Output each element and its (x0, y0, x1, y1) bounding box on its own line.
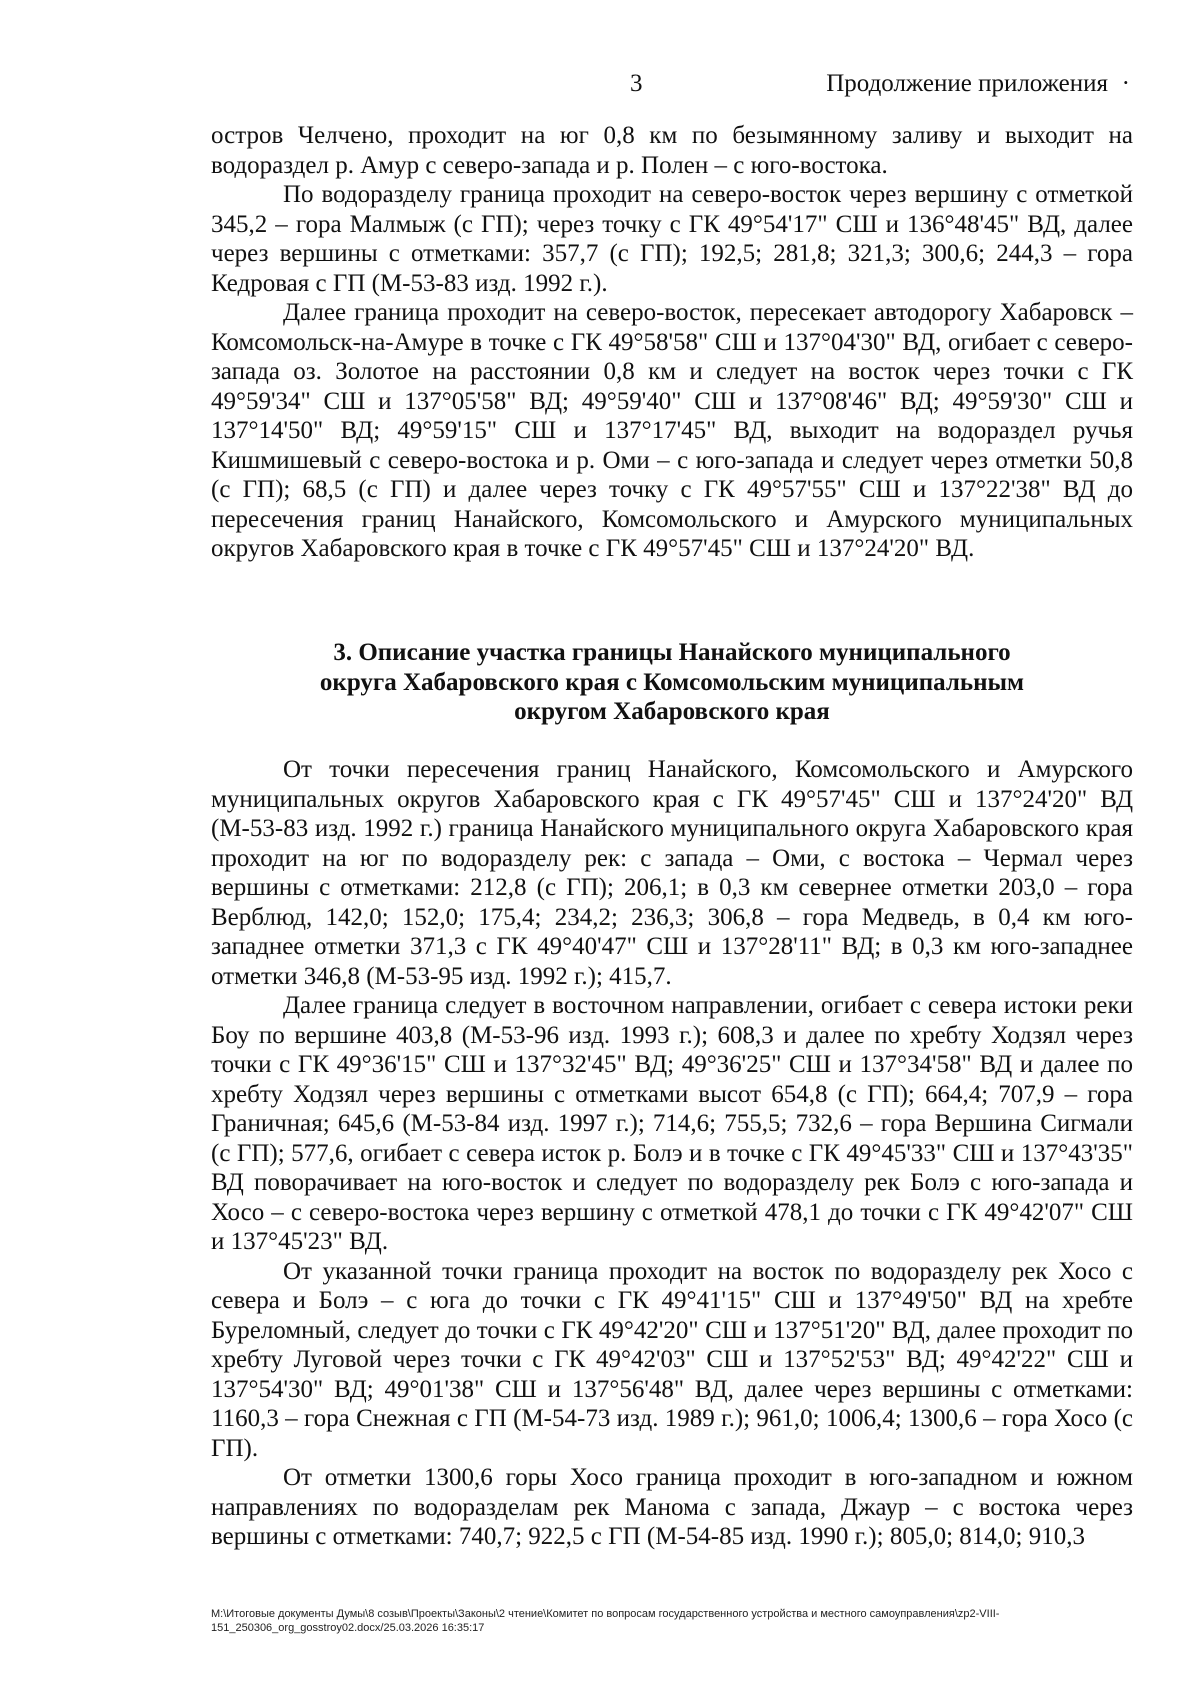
heading-line: округом Хабаровского края (514, 698, 830, 725)
paragraph: Далее граница следует в восточном направлении, огибает с севера истоки реки Боу по вершине 403,8 (М-53-96 изд. 1993 г.); 608,3 и далее по хребту Ходзял через точки с ГК 49°36'15" СШ и 137°32'45" ВД; 49°36'25" СШ и 137°34'58" ВД и далее по хребту Ходзял через вершины с отметками высот 654,8 (с ГП); 664,4; 707,9 – гора Граничная; 645,6 (М-53-84 изд. 1997 г.); 714,6; 755,5; 732,6 – гора Вершина Сигмали (с ГП); 577,6, огибает с севера исток р. Болэ и в точке с ГК 49°45'33" СШ и 137°43'35" ВД поворачивает на юго-восток и следует по водоразделу рек Болэ с юго-запада и Хосо – с северо-востока через вершину с отметкой 478,1 до точки с ГК 49°42'07" СШ и 137°45'23" ВД. (211, 992, 1133, 1255)
paragraph: От точки пересечения границ Нанайского, Комсомольского и Амурского муниципальных округов Хабаровского края с ГК 49°57'45" СШ и 137°24'20" ВД (М-53-83 изд. 1992 г.) граница Нанайского муниципального округа Хабаровского края проходит на юг по водоразделу рек: с запада – Оми, с востока – Чермал через вершины с отметками: 212,8 (с ГП); 206,1; в 0,3 км севернее отметки 203,0 – гора Верблюд, 142,0; 152,0; 175,4; 234,2; 236,3; 306,8 – гора Медведь, в 0,4 км юго-западнее отметки 371,3 с ГК 49°40'47" СШ и 137°28'11" ВД; в 0,3 км юго-западнее отметки 346,8 (М-53-95 изд. 1992 г.); 415,7. (211, 756, 1133, 990)
paragraph: Далее граница проходит на северо-восток, пересекает автодорогу Хабаровск – Комсомольск-на-Амуре в точке с ГК 49°58'58" СШ и 137°04'30" ВД, огибает с северо-запада оз. Золотое на расстоянии 0,8 км и следует на восток через точки с ГК 49°59'34" СШ и 137°05'58" ВД; 49°59'40" СШ и 137°08'46" ВД; 49°59'30" СШ и 137°14'50" ВД; 49°59'15" СШ и 137°17'45" ВД, выходит на водораздел ручья Кишмишевый с северо-востока и р. Оми – с юго-запада и следует через отметки 50,8 (с ГП); 68,5 (с ГП) и далее через точку с ГК 49°57'55" СШ и 137°22'38" ВД до пересечения границ Нанайского, Комсомольского и Амурского муниципальных округов Хабаровского края в точке с ГК 49°57'45" СШ и 137°24'20" ВД. (211, 299, 1133, 562)
section-3-body (211, 755, 1133, 1552)
running-head-dot: · (1121, 70, 1130, 97)
footer-file-path: M:\Итоговые документы Думы\8 созыв\Проекты\Законы\2 чтение\Комитет по вопросам государственного устройства и местного самоуправления\zp2-VIII-151_250306_org_gosstroy02.docx/25.03.2026 16:35:17 (211, 1608, 1000, 1634)
section-3-heading (211, 638, 1133, 727)
paragraph: От отметки 1300,6 горы Хосо граница проходит в юго-западном и южном направлениях по водоразделам рек Манома с запада, Джаур – с востока через вершины с отметками: 740,7; 922,5 с ГП (М-54-85 изд. 1990 г.); 805,0; 814,0; 910,3 (211, 1464, 1133, 1550)
section-2-continuation (211, 121, 1133, 564)
running-head: Продолжение приложения (826, 70, 1108, 97)
paragraph: По водоразделу граница проходит на северо-восток через вершину с отметкой 345,2 – гора Малмыж (с ГП); через точку с ГК 49°54'17" СШ и 136°48'45" ВД, далее через вершины с отметками: 357,7 (с ГП); 192,5; 281,8; 321,3; 300,6; 244,3 – гора Кедровая с ГП (М-53-83 изд. 1992 г.). (211, 181, 1133, 297)
heading-line: 3. Описание участка границы Нанайского муниципального (333, 639, 1011, 666)
paragraph: остров Челчено, проходит на юг 0,8 км по безымянному заливу и выходит на водораздел р. Амур с северо-запада и р. Полен – с юго-востока. (211, 122, 1133, 179)
heading-line: округа Хабаровского края с Комсомольским муниципальным (319, 668, 1025, 696)
page-number: 3 (630, 70, 643, 97)
paragraph: От указанной точки граница проходит на восток по водоразделу рек Хосо с севера и Болэ – с юга до точки с ГК 49°41'15" СШ и 137°49'50" ВД на хребте Буреломный, следует до точки с ГК 49°42'20" СШ и 137°51'20" ВД, далее проходит по хребту Луговой через точки с ГК 49°42'03" СШ и 137°52'53" ВД; 49°42'22" СШ и 137°54'30" ВД; 49°01'38" СШ и 137°56'48" ВД, далее через вершины с отметками: 1160,3 – гора Снежная с ГП (М-54-73 изд. 1989 г.); 961,0; 1006,4; 1300,6 – гора Хосо (с ГП). (211, 1257, 1133, 1462)
